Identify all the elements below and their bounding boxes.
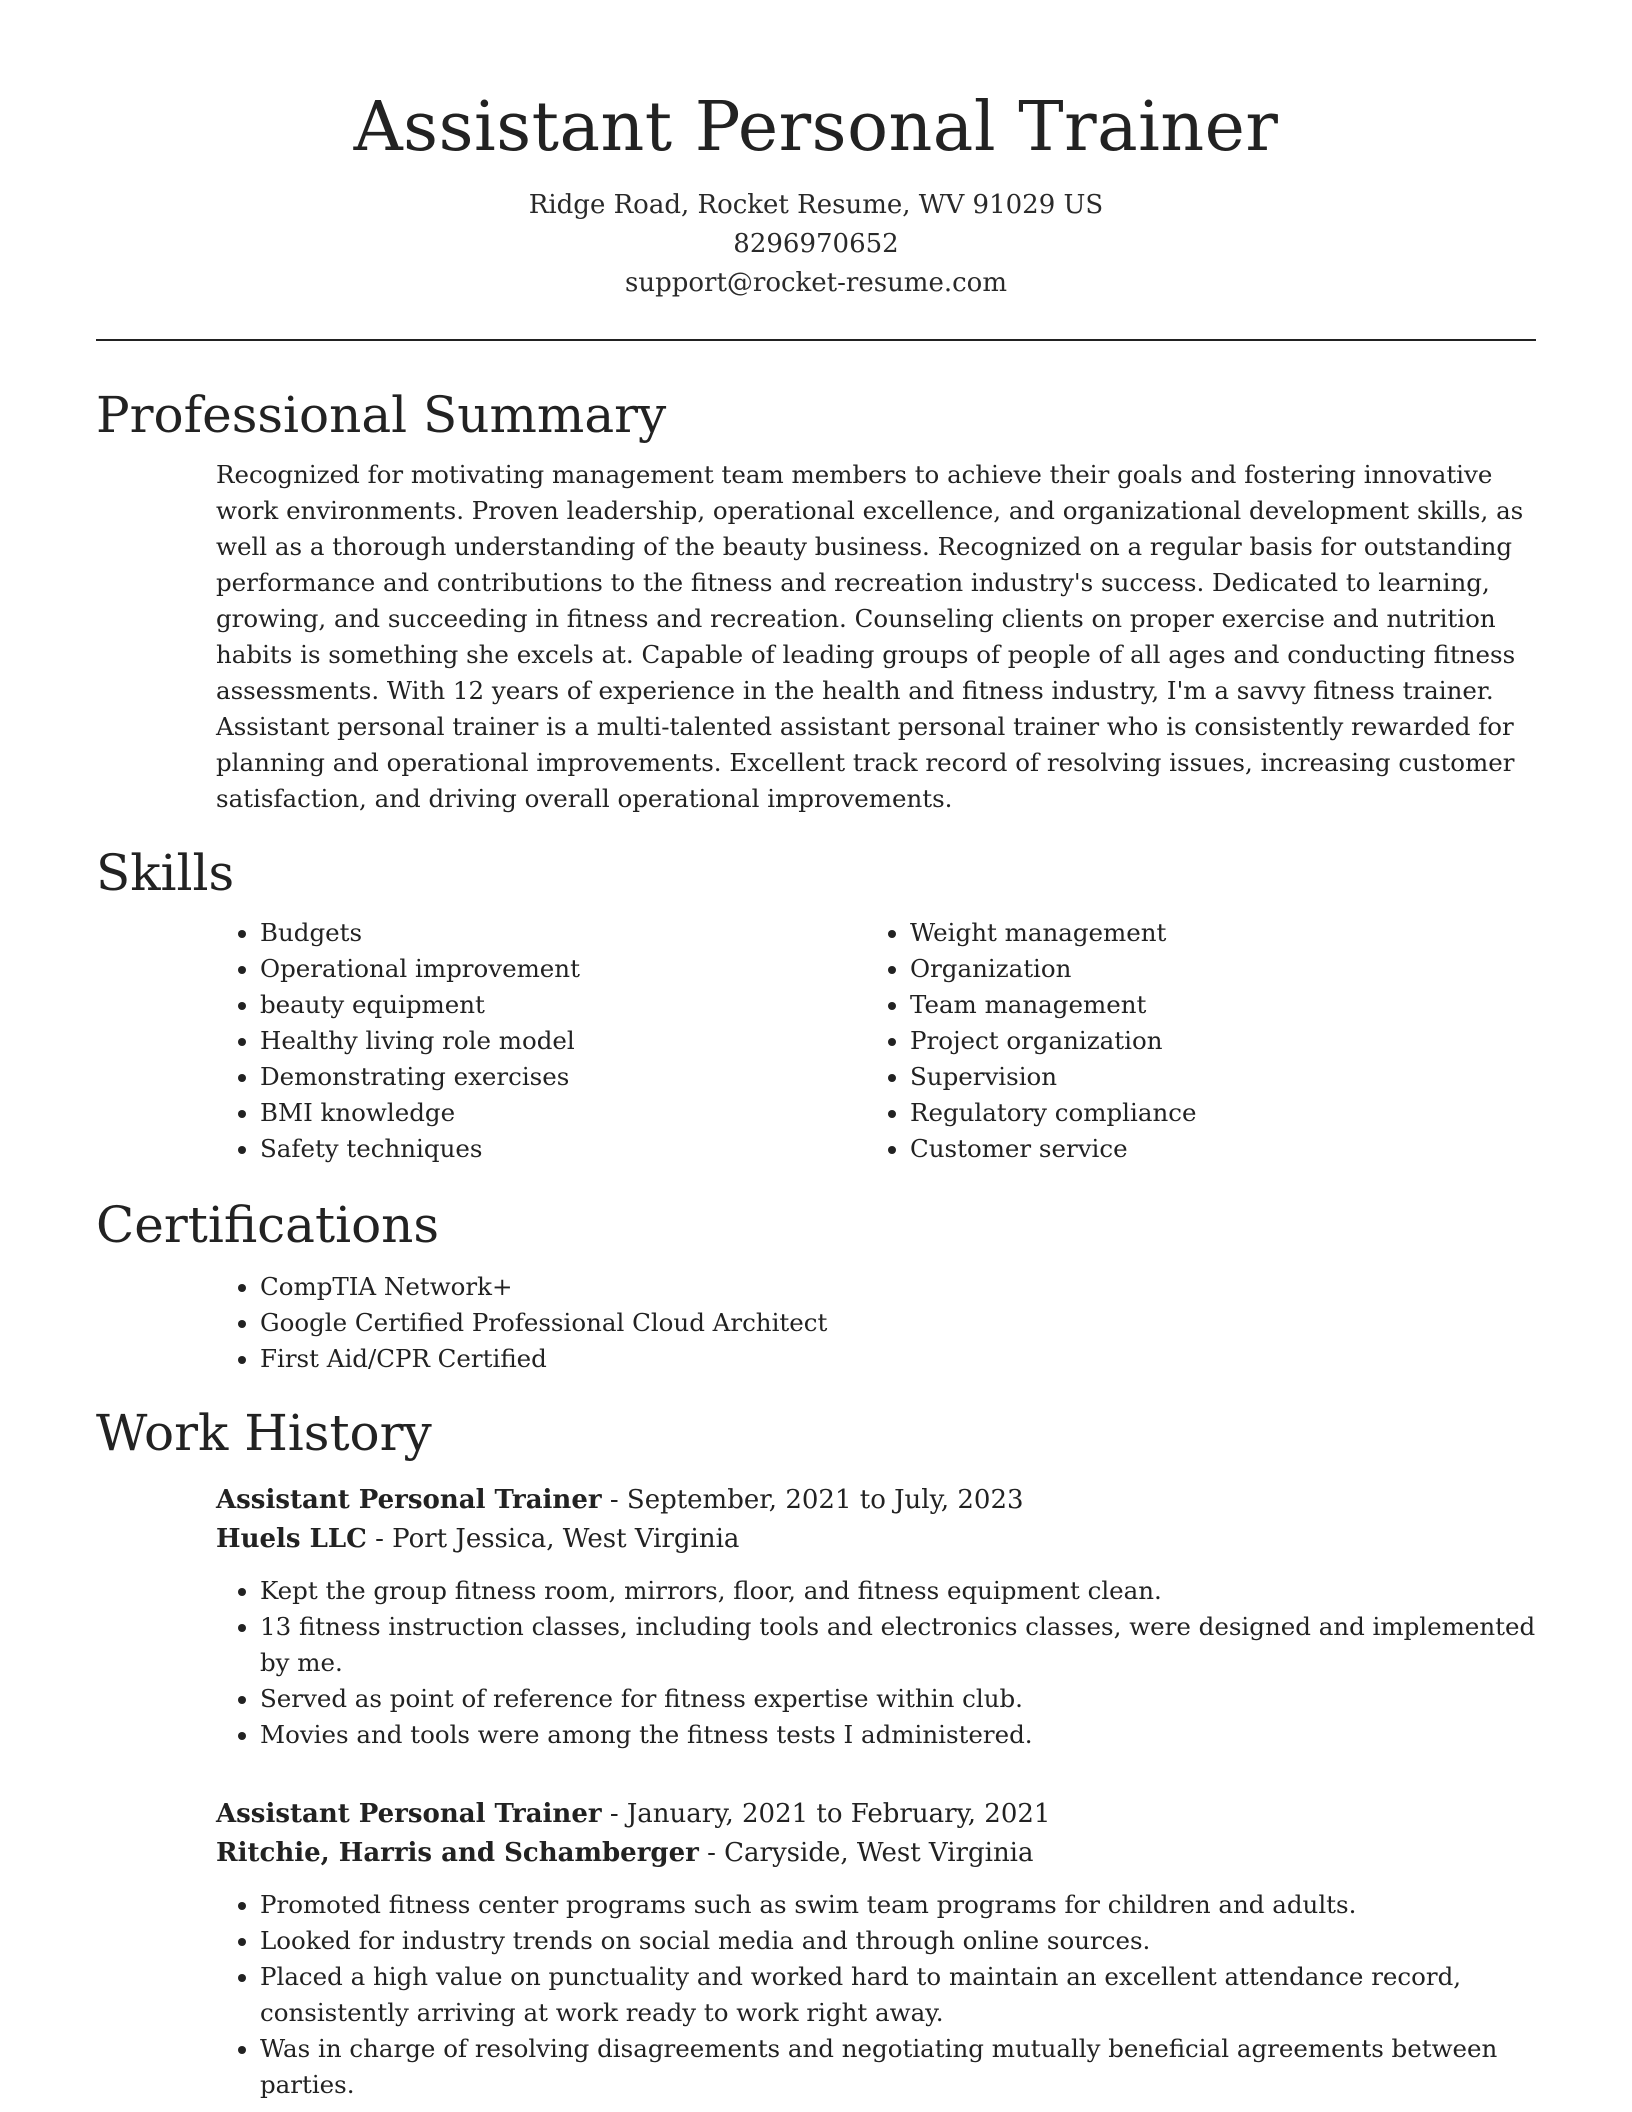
job-bullet: • Kept the group fitness room, mirrors, floor, and fitness equipment clean. — [260, 1573, 1536, 1609]
candidate-name: Assistant Personal Trainer — [353, 88, 1279, 167]
skill-item: • Budgets — [260, 915, 866, 951]
skills-section — [96, 843, 1536, 1167]
job-role: Assistant Personal Trainer — [216, 1799, 602, 1829]
job-entry — [216, 1795, 1536, 2103]
job-location: - Port Jessica, West Virginia — [366, 1524, 740, 1554]
job-title-line — [216, 1795, 1536, 1834]
job-bullet: • Was in charge of resolving disagreements and negotiating mutually beneficial agreements between parties. — [260, 2031, 1536, 2103]
job-company-line — [216, 1834, 1536, 1873]
contact-address: Ridge Road, Rocket Resume, WV 91029 US — [528, 190, 1104, 220]
skill-item: • Operational improvement — [260, 951, 866, 987]
skill-item: • Weight management — [910, 915, 1516, 951]
job-role: Assistant Personal Trainer — [216, 1485, 602, 1515]
job-company: Huels LLC — [216, 1524, 367, 1554]
job-location: - Caryside, West Virginia — [698, 1838, 1034, 1868]
job-bullets — [216, 1573, 1536, 1753]
job-bullet: • Promoted fitness center programs such as swim team programs for children and adults. — [260, 1887, 1536, 1923]
job-bullet: • Movies and tools were among the fitness tests I administered. — [260, 1717, 1536, 1753]
skill-item: • Healthy living role model — [260, 1023, 866, 1059]
contact-info — [96, 186, 1536, 303]
header-divider — [96, 339, 1536, 341]
job-entry — [216, 1481, 1536, 1753]
summary-section — [96, 385, 1536, 817]
summary-text: Recognized for motivating management team members to achieve their goals and fostering innovative work environments. Proven leadership, operational excellence, and organizational development skills, as well as a thorough understanding of the beauty business. Recognized on a regular basis for outstanding performance and contributions to the fitness and recreation industry's success. Dedicated to learning, growing, and succeeding in fitness and recreation. Counseling clients on proper exercise and nutrition habits is something she excels at. Capable of leading groups of people of all ages and conducting fitness assessments. With 12 years of experience in the health and fitness industry, I'm a savvy fitness trainer. Assistant personal trainer is a multi-talented assistant personal trainer who is consistently rewarded for planning and operational improvements. Excellent track record of resolving issues, increasing customer satisfaction, and driving overall operational improvements. — [216, 460, 1524, 813]
contact-phone: 8296970652 — [733, 229, 899, 259]
skill-item: • Project organization — [910, 1023, 1516, 1059]
contact-email: support@rocket-resume.com — [624, 268, 1007, 298]
skills-right-column — [866, 915, 1516, 1167]
skills-heading: Skills — [96, 844, 235, 902]
certifications-list — [216, 1269, 1536, 1377]
job-company-line — [216, 1520, 1536, 1559]
work-history-heading: Work History — [96, 1404, 432, 1462]
certification-item: • CompTIA Network+ — [260, 1269, 1536, 1305]
certification-item: • First Aid/CPR Certified — [260, 1341, 1536, 1377]
skills-grid — [216, 915, 1536, 1167]
skill-item: • Supervision — [910, 1059, 1516, 1095]
skill-item: • Customer service — [910, 1131, 1516, 1167]
skill-item: • Demonstrating exercises — [260, 1059, 866, 1095]
job-bullets — [216, 1887, 1536, 2103]
job-bullet: • Placed a high value on punctuality and worked hard to maintain an excellent attendance record, consistently arriving at work ready to work right away. — [260, 1959, 1536, 2031]
skill-item: • Organization — [910, 951, 1516, 987]
skill-item: • Team management — [910, 987, 1516, 1023]
certifications-heading: Certifications — [96, 1196, 440, 1254]
skill-item: • Regulatory compliance — [910, 1095, 1516, 1131]
job-dates: - January, 2021 to February, 2021 — [601, 1799, 1051, 1829]
skills-left-column — [216, 915, 866, 1167]
job-dates: - September, 2021 to July, 2023 — [601, 1485, 1024, 1515]
certification-item: • Google Certified Professional Cloud Architect — [260, 1305, 1536, 1341]
skill-item: • Safety techniques — [260, 1131, 866, 1167]
skill-item: • BMI knowledge — [260, 1095, 866, 1131]
skill-item: • beauty equipment — [260, 987, 866, 1023]
job-bullet: • Looked for industry trends on social media and through online sources. — [260, 1923, 1536, 1959]
job-title-line — [216, 1481, 1536, 1520]
job-company: Ritchie, Harris and Schamberger — [216, 1838, 699, 1868]
resume-header — [96, 0, 1536, 303]
certifications-section — [96, 1195, 1536, 1377]
job-bullet: • 13 fitness instruction classes, including tools and electronics classes, were designed and implemented by me. — [260, 1609, 1536, 1681]
work-history-section — [96, 1403, 1536, 2103]
summary-heading: Professional Summary — [96, 386, 667, 444]
job-bullet: • Served as point of reference for fitness expertise within club. — [260, 1681, 1536, 1717]
